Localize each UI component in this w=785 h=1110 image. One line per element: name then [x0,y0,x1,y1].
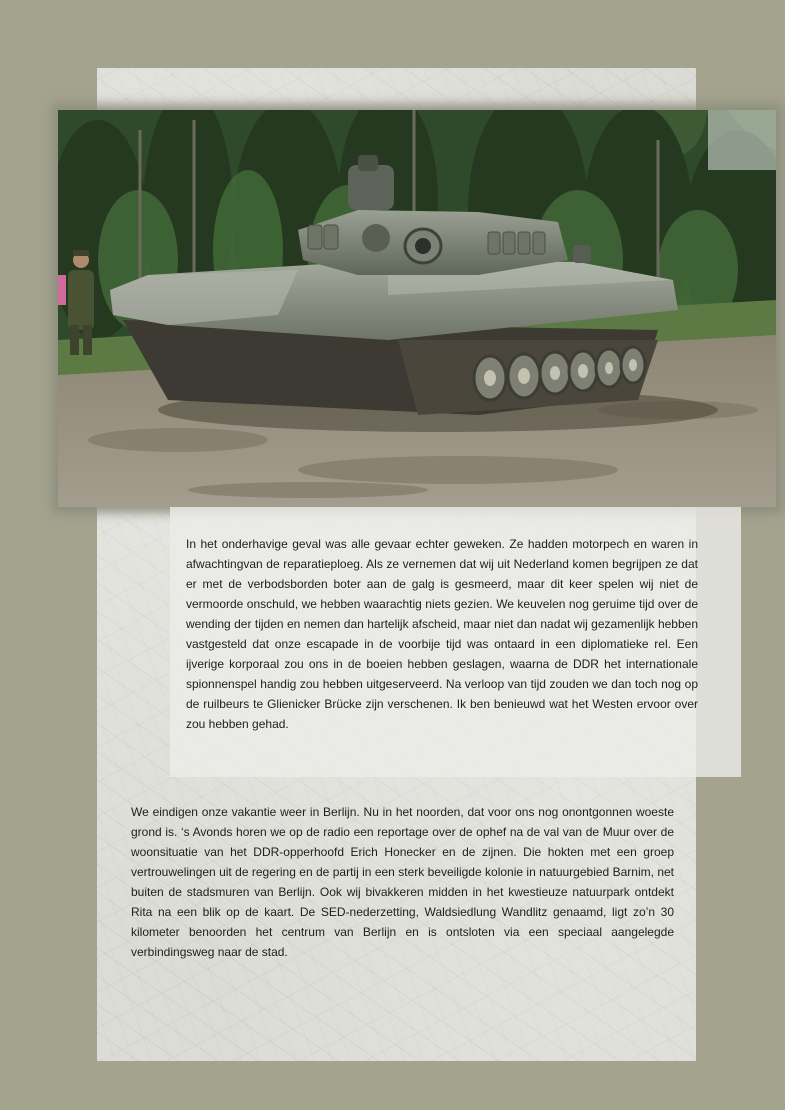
text-panel [170,507,741,777]
panel-paragraph: In het onderhavige geval was alle gevaar echter geweken. Ze hadden motorpech en waren in afwachtingvan de reparatieploeg. Als ze vernemen dat wij uit Nederland komen begrijpen ze dat er met de verbodsborden boter aan de galg is gesmeerd, maar dit keer spelen wij niet de vermoorde onschuld, we hebben waarachtig niets gezien. We keuvelen nog geruime tijd over de wending der tijden en nemen dan hartelijk afscheid, maar niet dan nadat wij gezamenlijk hebben vastgesteld dat onze escapade in de voorbije tijd was ontaard in een diplomatieke rel. Een ijverige korporaal zou ons in de boeien hebben geslagen, waarna de DDR het internationale spionnenspel handig zou hebben uitgeserveerd. Na verloop van tijd zouden we dan toch nog op de ruilbeurs te Glienicker Brücke zijn verschenen. Ik ben benieuwd wat het Westen ervoor over zou hebben gehad. [186,537,698,731]
body-paragraph: We eindigen onze vakantie weer in Berlijn. Nu in het noorden, dat voor ons nog onontgonnen woeste grond is. ‘s Avonds horen we op de radio een reportage over de ophef na de val van de Muur over de woonsituatie van het DDR-opperhoofd Erich Honecker en de zijnen. Die hokten met een groep vertrouwelingen uit de regering en de partij in een sterk beveiligde kolonie in natuurgebied Barnim, net buiten de stadsmuren van Berlijn. Ook wij bivakkeren midden in het kwestieuze natuurpark ontdekt Rita na een blik op de kaart. De SED-nederzetting, Waldsiedlung Wandlitz genaamd, ligt zo’n 30 kilometer benoorden het centrum van Berlijn en is ontsloten via een speciaal aangelegde verbindingsweg naar de stad. [131,805,674,959]
body-text-block [131,802,674,962]
tank-photo [58,110,776,507]
tank-photo-illustration [58,110,776,507]
